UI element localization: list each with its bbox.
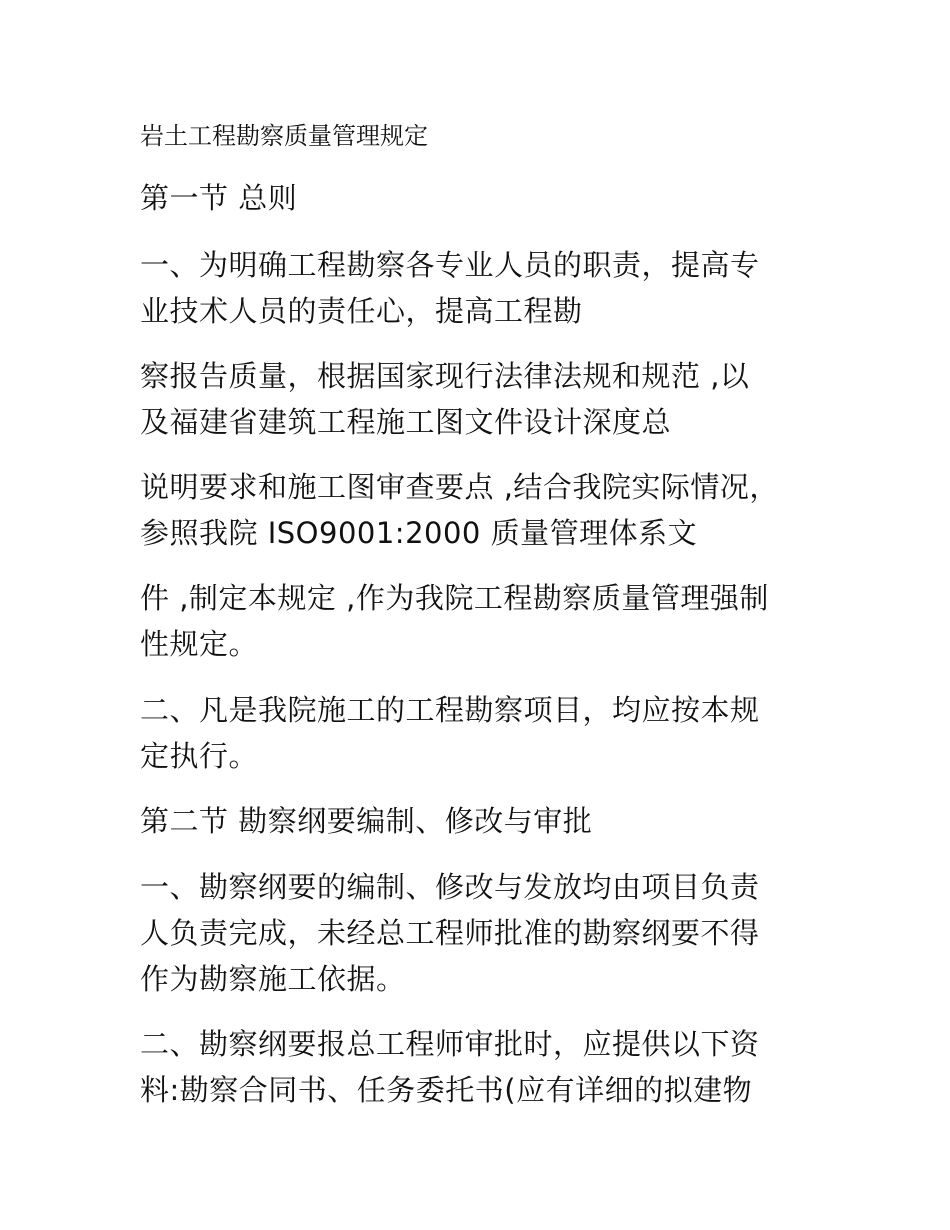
paragraph-5-line-2: 定执行。 bbox=[140, 739, 259, 773]
paragraph-3-line-1: 说明要求和施工图审查要点 ,结合我院实际情况， bbox=[140, 470, 779, 504]
document-title: 岩土工程勘察质量管理规定 bbox=[140, 122, 428, 150]
paragraph-4-line-2: 性规定。 bbox=[140, 627, 259, 661]
paragraph-5-line-1: 二、凡是我院施工的工程勘察项目，均应按本规 bbox=[140, 693, 760, 727]
paragraph-1-line-2: 业技术人员的责任心，提高工程勘 bbox=[140, 294, 583, 328]
section-2-heading: 第二节 勘察纲要编制、修改与审批 bbox=[140, 804, 593, 838]
paragraph-3-line-2: 参照我院 ISO9001:2000 质量管理体系文 bbox=[140, 516, 698, 550]
section-1-heading: 第一节 总则 bbox=[140, 181, 298, 215]
paragraph-7-line-2: 料:勘察合同书、任务委托书(应有详细的拟建物 bbox=[140, 1073, 753, 1107]
paragraph-6-line-2: 人负责完成，未经总工程师批准的勘察纲要不得 bbox=[140, 916, 760, 950]
paragraph-1-line-1: 一、为明确工程勘察各专业人员的职责，提高专 bbox=[140, 248, 760, 282]
paragraph-6-line-1: 一、勘察纲要的编制、修改与发放均由项目负责 bbox=[140, 870, 760, 904]
paragraph-2-line-2: 及福建省建筑工程施工图文件设计深度总 bbox=[140, 405, 672, 439]
paragraph-6-line-3: 作为勘察施工依据。 bbox=[140, 962, 406, 996]
paragraph-7-line-1: 二、勘察纲要报总工程师审批时，应提供以下资 bbox=[140, 1027, 760, 1061]
paragraph-2-line-1: 察报告质量，根据国家现行法律法规和规范 ,以 bbox=[140, 359, 750, 393]
paragraph-4-line-1: 件 ,制定本规定 ,作为我院工程勘察质量管理强制 bbox=[140, 581, 769, 615]
